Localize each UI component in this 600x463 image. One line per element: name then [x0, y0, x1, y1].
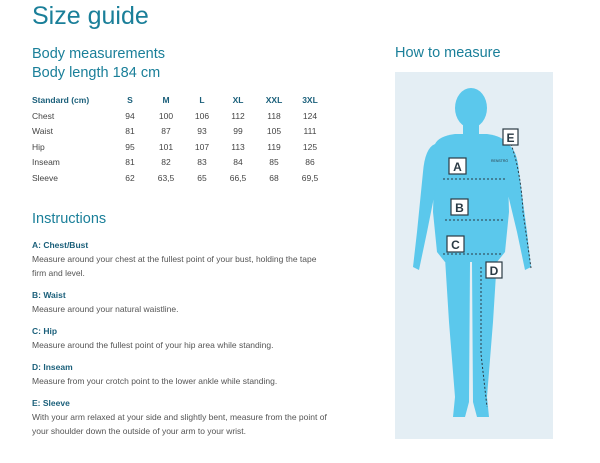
body-measurements-title: Body measurements [32, 46, 165, 62]
table-cell: 81 [125, 126, 135, 137]
table-cell: Hip [32, 141, 45, 152]
table-cell: 125 [302, 141, 318, 152]
instruction-text: Measure around the fullest point of your hip area while standing. [32, 340, 274, 350]
how-to-measure-title: How to measure [395, 45, 501, 61]
table-cell: 87 [161, 126, 171, 137]
table-header-size: S [127, 95, 133, 105]
table-cell: Waist [32, 126, 53, 137]
table-header-size: L [199, 95, 205, 105]
instruction-text: With your arm relaxed at your side and slightly bent, measure from the point of your shoulder down the outside of your arm to your wrist. [32, 412, 327, 436]
table-cell: 81 [125, 157, 135, 168]
measure-label-b [451, 199, 468, 215]
svg-text:A: A [453, 160, 462, 174]
svg-text:D: D [489, 264, 499, 278]
table-cell: 82 [161, 157, 171, 168]
chest-logo: RENSTRÖ [491, 159, 509, 163]
measure-label-a [449, 158, 466, 174]
instruction-waist [32, 288, 332, 316]
table-cell: 85 [269, 157, 279, 168]
instruction-heading: B: Waist [32, 290, 66, 300]
table-row [32, 155, 328, 171]
table-header-size: 3XL [302, 95, 318, 105]
svg-text:B: B [455, 201, 464, 215]
table-cell: 112 [231, 110, 245, 121]
size-table-header-row [32, 92, 328, 108]
table-cell: Inseam [32, 157, 60, 168]
table-cell: 99 [233, 126, 243, 137]
table-cell: 86 [305, 157, 315, 168]
table-row [32, 170, 328, 186]
instruction-hip [32, 324, 332, 352]
page-title: Size guide [32, 2, 149, 30]
table-cell: 106 [194, 110, 210, 121]
table-header-standard: Standard (cm) [32, 95, 90, 105]
svg-text:E: E [506, 131, 515, 145]
measurement-figure-panel [395, 72, 553, 439]
instruction-text: Measure from your crotch point to the lower ankle while standing. [32, 376, 278, 386]
instructions-title: Instructions [32, 211, 107, 227]
measure-label-e [503, 129, 518, 145]
table-cell: 63,5 [157, 172, 175, 183]
table-cell: 62 [125, 172, 135, 183]
table-cell: Chest [32, 110, 55, 121]
table-cell: 83 [197, 157, 207, 168]
instruction-text: Measure around your chest at the fullest point of your bust, holding the tape firm and level. [32, 254, 317, 278]
table-row [32, 139, 328, 155]
table-cell: 84 [233, 157, 243, 168]
table-cell: 100 [158, 110, 174, 121]
table-cell: 118 [267, 110, 281, 121]
table-header-size: XL [232, 95, 244, 105]
instruction-inseam [32, 360, 332, 388]
table-cell: 101 [158, 141, 174, 152]
table-cell: 111 [303, 126, 317, 137]
table-header-size: XXL [265, 95, 283, 105]
table-cell: 113 [231, 141, 245, 152]
table-cell: 93 [197, 126, 207, 137]
instruction-sleeve [32, 396, 332, 438]
table-cell: 68 [269, 172, 279, 183]
table-cell: 105 [266, 126, 282, 137]
measure-label-d [486, 262, 502, 278]
body-length: Body length 184 cm [32, 65, 161, 81]
instruction-heading: D: Inseam [32, 362, 73, 372]
table-row [32, 108, 328, 124]
table-cell: Sleeve [32, 172, 58, 183]
instruction-heading: C: Hip [32, 326, 58, 336]
table-cell: 69,5 [301, 172, 319, 183]
table-cell: 94 [125, 110, 135, 121]
table-header-size: M [162, 95, 170, 105]
table-cell: 66,5 [229, 172, 247, 183]
instruction-heading: E: Sleeve [32, 398, 70, 408]
table-row [32, 124, 328, 140]
table-cell: 107 [194, 141, 210, 152]
table-cell: 65 [197, 172, 207, 183]
measure-label-c [447, 236, 464, 252]
table-cell: 95 [125, 141, 135, 152]
instruction-chest [32, 238, 332, 280]
body-figure [395, 72, 553, 439]
size-table [32, 92, 328, 186]
svg-text:C: C [451, 238, 460, 252]
table-cell: 119 [267, 141, 281, 152]
instruction-heading: A: Chest/Bust [32, 240, 89, 250]
body-measurements-heading [32, 45, 165, 83]
table-cell: 124 [302, 110, 318, 121]
instruction-text: Measure around your natural waistline. [32, 304, 179, 314]
